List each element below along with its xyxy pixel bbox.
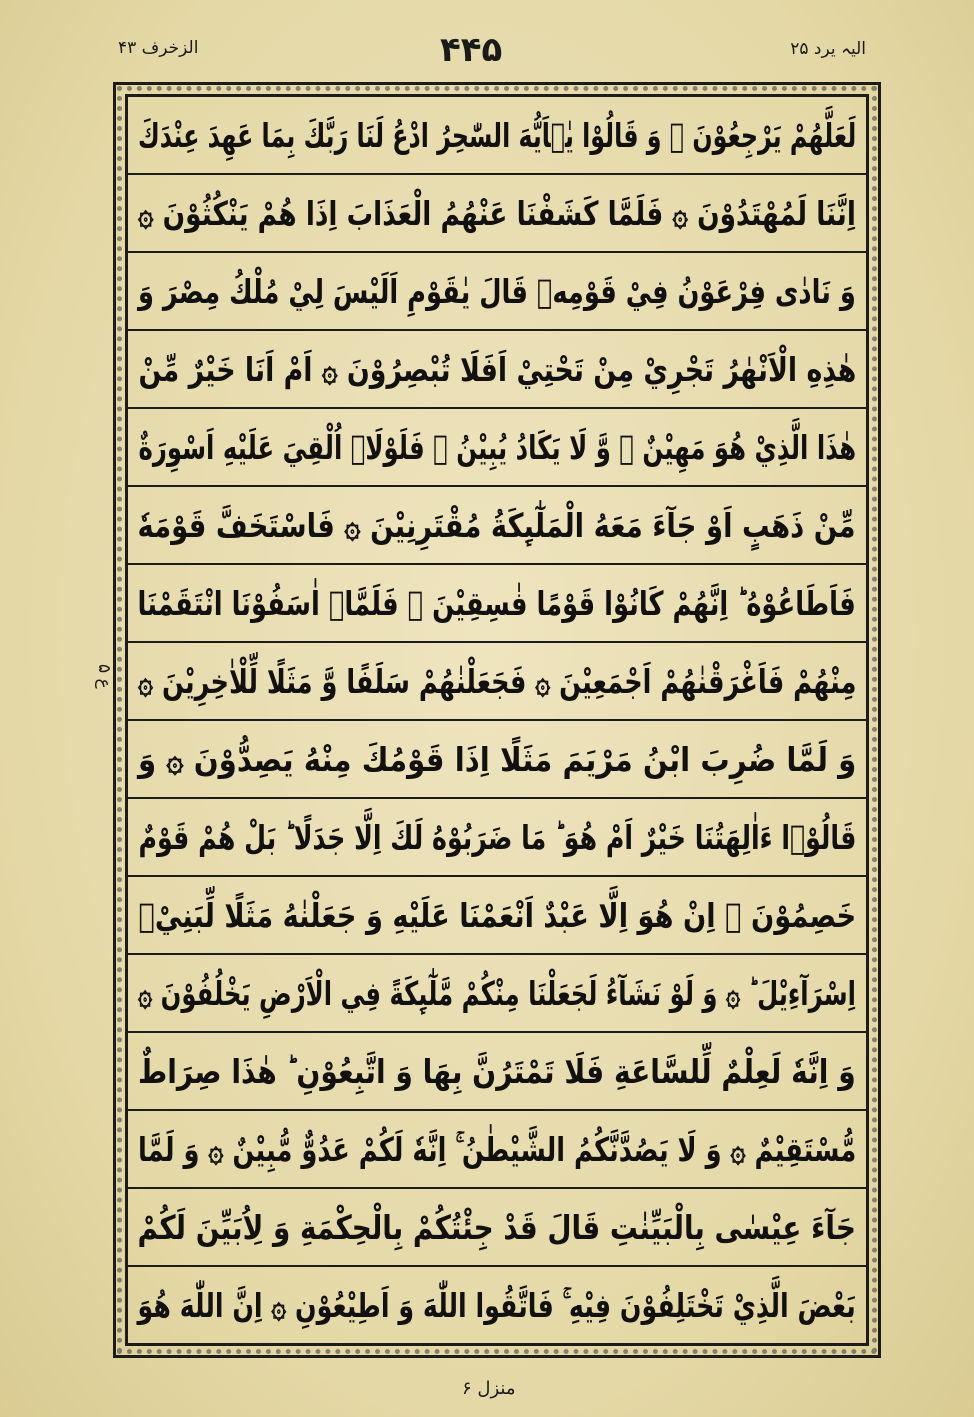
text-line: [128, 409, 866, 487]
verse-text: وَ اِنَّهٗ لَعِلْمٌ لِّلسَّاعَةِ فَلَا تَمْتَرُنَّ بِهَا وَ اتَّبِعُوْنِ ؕ هٰذَا صِرَاطٌ: [138, 1051, 856, 1091]
text-line: [128, 1189, 866, 1267]
ruku-marker: ع ۵: [94, 664, 114, 689]
para-name-header: الیہ یرد ۲۵: [790, 39, 866, 59]
text-block: [128, 97, 866, 1343]
verse-text: هٰذِهِ الْاَنْهٰرُ تَجْرِيْ مِنْ تَحْتِيْ اَفَلَا تُبْصِرُوْنَ ۞ اَمْ اَنَا خَيْرٌ مِّنْ: [138, 349, 856, 389]
page-number: ۴۴۵: [440, 30, 503, 70]
verse-text: بَعْضَ الَّذِيْ تَخْتَلِفُوْنَ فِيْهِ ۚ فَاتَّقُوا اللّٰهَ وَ اَطِيْعُوْنِ ۞ اِنَّ اللّٰهَ هُوَ: [137, 1285, 857, 1325]
text-line: [128, 97, 866, 175]
text-line: [128, 877, 866, 955]
text-line: [128, 721, 866, 799]
surah-name-header: الزخرف ۴۳: [118, 38, 199, 58]
text-line: [128, 1033, 866, 1111]
verse-text: خَصِمُوْنَ ۞ اِنْ هُوَ اِلَّا عَبْدٌ اَنْعَمْنَا عَلَيْهِ وَ جَعَلْنٰهُ مَثَلًا لِّبَنِيْۤ: [138, 895, 856, 935]
verse-text: جَآءَ عِيْسٰى بِالْبَيِّنٰتِ قَالَ قَدْ جِئْتُكُمْ بِالْحِكْمَةِ وَ لِاُبَيِّنَ لَكُمْ: [137, 1207, 857, 1247]
manzil-footer: منزل ۶: [462, 1378, 516, 1399]
verse-text: قَالُوْۤا ءَاٰلِهَتُنَا خَيْرٌ اَمْ هُوَ ؕ مَا ضَرَبُوْهُ لَكَ اِلَّا جَدَلًا ؕ بَلْ هُمْ قَوْمٌ: [138, 817, 856, 857]
verse-text: اِسْرَآءِيْلَ ؕ ۞ وَ لَوْ نَشَآءُ لَجَعَلْنَا مِنْكُمْ مَّلٰٓىِٕكَةً فِي الْاَرْضِ يَخْلُفُوْنَ ۞: [138, 973, 856, 1013]
text-line: [128, 253, 866, 331]
text-line: [128, 331, 866, 409]
verse-text: مِّنْ ذَهَبٍ اَوْ جَآءَ مَعَهُ الْمَلٰٓىِٕكَةُ مُقْتَرِنِيْنَ ۞ فَاسْتَخَفَّ قَوْمَهٗ: [137, 505, 856, 545]
text-line: [128, 955, 866, 1033]
text-line: [128, 175, 866, 253]
text-line: [128, 799, 866, 877]
verse-text: فَاَطَاعُوْهُ ؕ اِنَّهُمْ كَانُوْا قَوْمًا فٰسِقِيْنَ ۞ فَلَمَّاۤ اٰسَفُوْنَا انْتَقَمْنَا: [137, 583, 857, 623]
verse-text: مُّسْتَقِيْمٌ ۞ وَ لَا يَصُدَّنَّكُمُ الشَّيْطٰنُ ۚ اِنَّهٗ لَكُمْ عَدُوٌّ مُّبِيْنٌ ۞ وَ لَمَّا: [137, 1129, 857, 1169]
verse-text: اِنَّنَا لَمُهْتَدُوْنَ ۞ فَلَمَّا كَشَفْنَا عَنْهُمُ الْعَذَابَ اِذَا هُمْ يَنْكُثُوْنَ ۞: [138, 193, 856, 233]
verse-text: وَ نَادٰى فِرْعَوْنُ فِيْ قَوْمِهٖ قَالَ يٰقَوْمِ اَلَيْسَ لِيْ مُلْكُ مِصْرَ وَ: [138, 271, 856, 311]
verse-text: مِنْهُمْ فَاَغْرَقْنٰهُمْ اَجْمَعِيْنَ ۞ فَجَعَلْنٰهُمْ سَلَفًا وَّ مَثَلًا لِّلْاٰخِرِيْنَ ۞: [137, 661, 857, 701]
verse-text: وَ لَمَّا ضُرِبَ ابْنُ مَرْيَمَ مَثَلًا اِذَا قَوْمُكَ مِنْهُ يَصِدُّوْنَ ۞ وَ: [137, 739, 857, 779]
verse-text: لَعَلَّهُمْ يَرْجِعُوْنَ ۞ وَ قَالُوْا يٰۤاَيُّهَ السّٰحِرُ ادْعُ لَنَا رَبَّكَ بِمَا عَهِدَ عِنْدَكَ: [137, 115, 857, 155]
text-line: [128, 487, 866, 565]
text-line: [128, 565, 866, 643]
text-line: [128, 1267, 866, 1343]
text-line: [128, 643, 866, 721]
verse-text: هٰذَا الَّذِيْ هُوَ مَهِيْنٌ ۙ وَّ لَا يَكَادُ يُبِيْنُ ۞ فَلَوْلَاۤ اُلْقِيَ عَلَيْهِ اَسْوِرَةٌ: [138, 427, 856, 467]
text-line: [128, 1111, 866, 1189]
